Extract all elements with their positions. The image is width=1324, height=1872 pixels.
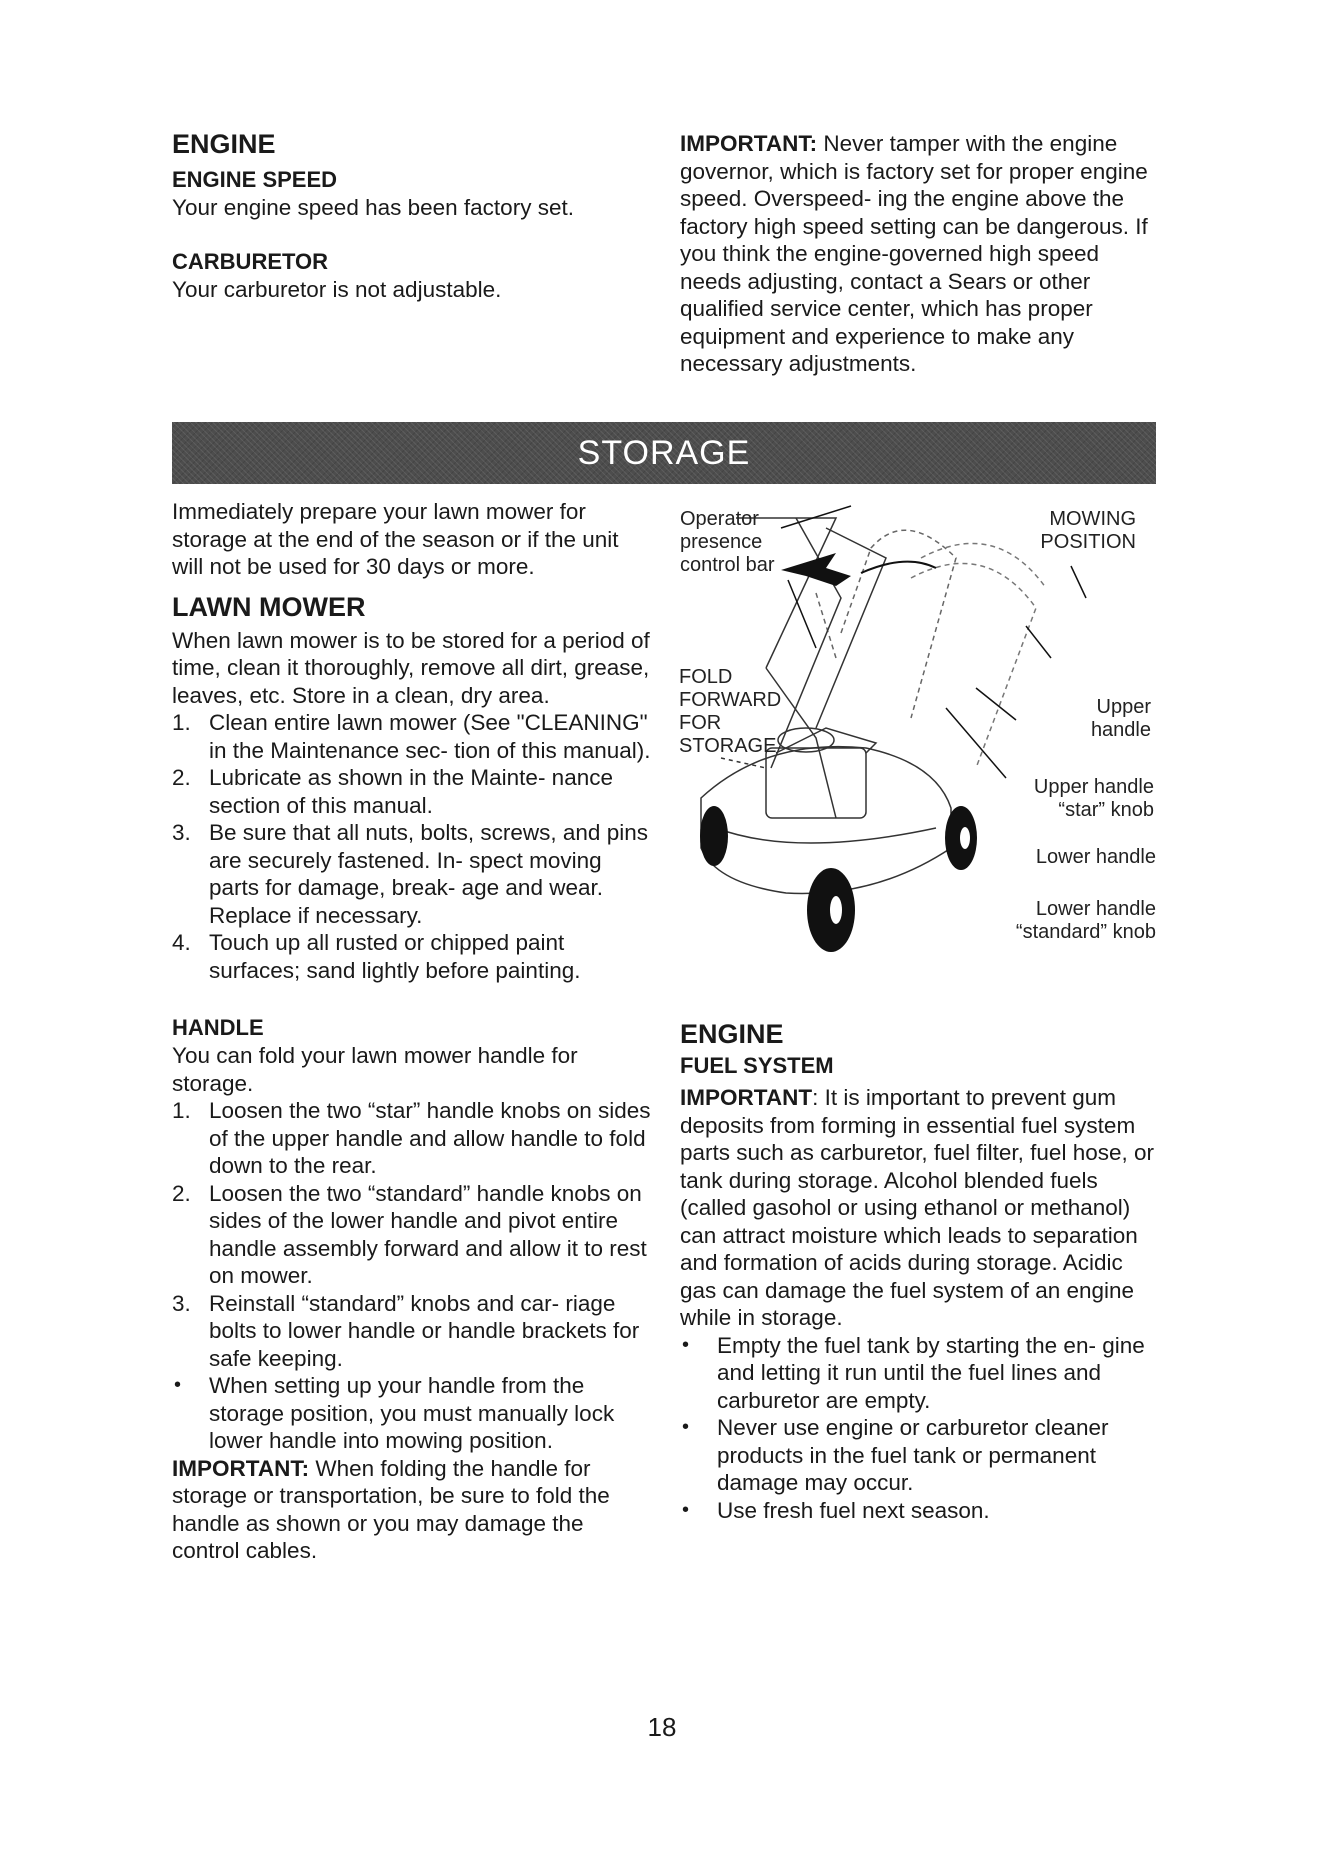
- fold-forward-label: FOLD FORWARD FOR STORAGE: [679, 666, 782, 757]
- storage-intro: Immediately prepare your lawn mower for storage at the end of the season or if the unit will not be used for 30 days or more.: [172, 499, 619, 579]
- mower-diagram: [676, 498, 1166, 978]
- list-item: • Use fresh fuel next season.: [682, 1497, 990, 1523]
- list-item: 1. Clean entire lawn mower (See "CLEANING" in the Maintenance sec- tion of this manual).: [172, 710, 651, 763]
- engine-section-top: [172, 128, 642, 303]
- storage-banner: [172, 422, 1156, 484]
- important-label: IMPORTANT:: [680, 131, 818, 156]
- important-label: IMPORTANT:: [172, 1455, 310, 1481]
- governor-important-block: [680, 130, 1160, 378]
- carburetor-heading: CARBURETOR: [172, 248, 329, 274]
- governor-important-text: Never tamper with the engine governor, which is factory set for proper engine speed. Overspeed- ing the engine above the factory high speed setting can be dangerous. If you think the engine-governed high speed needs adjusting, contact a Sears or other qualified service center, which has proper equipment and experience to make any necessary adjustments.: [680, 131, 1148, 376]
- lawn-mower-intro: When lawn mower is to be stored for a period of time, clean it thoroughly, remove all dirt, grease, leaves, etc. Store in a clean, dry area.: [172, 627, 650, 708]
- storage-banner-title: STORAGE: [577, 433, 751, 472]
- handle-heading: HANDLE: [172, 1015, 264, 1040]
- mowing-position-label: MOWING POSITION: [1040, 508, 1136, 553]
- governor-important-paragraph: [680, 130, 1160, 378]
- list-item: 3. Reinstall “standard” knobs and car- riage bolts to lower handle or handle brackets for safe keeping.: [172, 1290, 640, 1371]
- handle-important-text: When folding the handle for storage or transportation, be sure to fold the handle as shown or you may damage the control cables.: [172, 1455, 610, 1563]
- fuel-important-paragraph: [680, 1084, 1160, 1332]
- list-item: 2. Lubricate as shown in the Mainte- nance section of this manual.: [172, 765, 613, 818]
- engine-heading: ENGINE: [172, 129, 276, 159]
- engine-storage-section: [680, 1018, 1160, 1524]
- lower-handle-knob-label: Lower handle “standard” knob: [1015, 898, 1156, 943]
- engine-speed-text: Your engine speed has been factory set.: [172, 195, 574, 220]
- carburetor-text: Your carburetor is not adjustable.: [172, 276, 502, 302]
- left-column: [172, 498, 652, 1565]
- handle-steps: [172, 1097, 652, 1372]
- lower-handle-label: Lower handle: [1035, 846, 1156, 868]
- fuel-bullets: [680, 1332, 1160, 1525]
- lawn-mower-heading: LAWN MOWER: [172, 591, 366, 622]
- fuel-important-text: : It is important to prevent gum deposits from forming in essential fuel system parts such as carburetor, fuel filter, fuel hose, or tank during storage. Alcohol blended fuels (called gasohol or using ethanol or methanol) can attract moisture which leads to separation and formation of acids during storage. Acidic gas can damage the fuel system of an engine while in storage.: [680, 1085, 1154, 1330]
- upper-handle-label: Upper handle: [1090, 696, 1151, 741]
- important-label: IMPORTANT: [680, 1085, 813, 1110]
- list-item: • When setting up your handle from the storage position, you must manually lock lower handle into mowing position.: [174, 1373, 615, 1453]
- list-item: • Empty the fuel tank by starting the en- gine and letting it run until the fuel lines and carburetor are empty.: [682, 1332, 1145, 1413]
- engine-storage-heading: ENGINE: [680, 1019, 784, 1049]
- handle-important-paragraph: [172, 1455, 652, 1565]
- list-item: 4. Touch up all rusted or chipped paint surfaces; sand lightly before painting.: [172, 930, 581, 983]
- list-item: 3. Be sure that all nuts, bolts, screws, and pins are securely fastened. In- spect moving parts for damage, break- age and wear. Replace if necessary.: [172, 820, 648, 928]
- list-item: • Never use engine or carburetor cleaner products in the fuel tank or permanent damage may occur.: [682, 1415, 1109, 1495]
- lawn-mower-steps: [172, 709, 652, 984]
- fuel-system-heading: FUEL SYSTEM: [680, 1053, 834, 1078]
- page-number: 18: [647, 1712, 677, 1742]
- handle-intro: You can fold your lawn mower handle for storage.: [172, 1043, 578, 1096]
- handle-bullets: [172, 1372, 652, 1455]
- engine-speed-heading: ENGINE SPEED: [172, 167, 338, 192]
- upper-handle-knob-label: Upper handle “star” knob: [1033, 776, 1154, 821]
- list-item: 2. Loosen the two “standard” handle knobs on sides of the lower handle and pivot entire handle assembly forward and allow it to rest on mower.: [172, 1180, 647, 1288]
- list-item: 1. Loosen the two “star” handle knobs on sides of the upper handle and allow handle to fold down to the rear.: [172, 1098, 651, 1178]
- operator-presence-label: Operator presence control bar: [680, 508, 775, 576]
